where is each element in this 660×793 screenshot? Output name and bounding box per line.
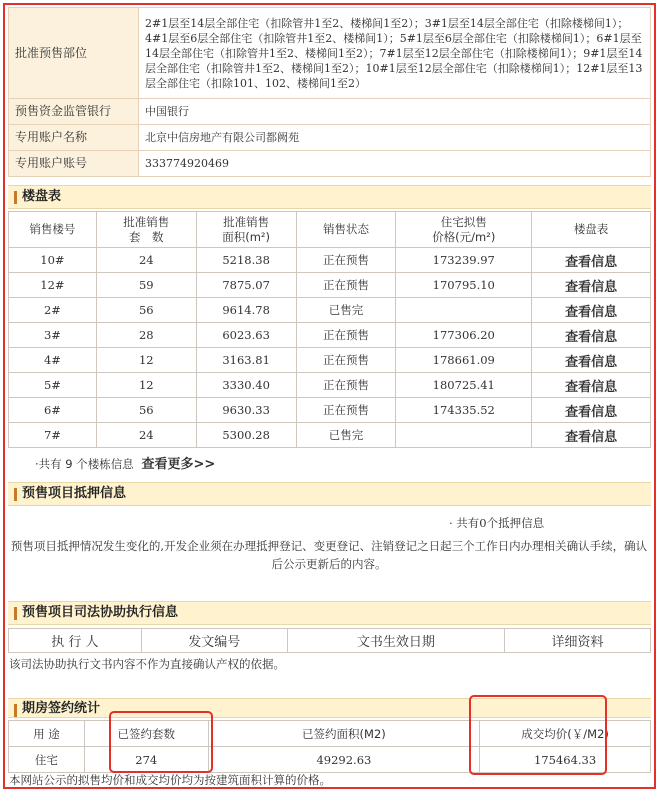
table-cell: 24 bbox=[96, 423, 196, 448]
table-cell: 已售完 bbox=[296, 298, 396, 323]
contracts-header-1: 已签约套数 bbox=[84, 721, 208, 747]
table-cell: 59 bbox=[96, 273, 196, 298]
section-judicial-title: 预售项目司法协助执行信息 bbox=[8, 601, 651, 625]
table-cell: 已售完 bbox=[296, 423, 396, 448]
table-cell: 178661.09 bbox=[396, 348, 532, 373]
table-cell: 正在预售 bbox=[296, 273, 396, 298]
view-more-link[interactable]: 查看更多>> bbox=[141, 457, 216, 472]
judicial-header-1: 发文编号 bbox=[141, 629, 287, 653]
table-row bbox=[9, 298, 651, 323]
view-info-link[interactable]: 查看信息 bbox=[532, 298, 651, 323]
contracts-header-3: 成交均价(￥/M2) bbox=[480, 721, 651, 747]
section-contracts-title: 期房签约统计 bbox=[8, 698, 651, 718]
table-cell: 9614.78 bbox=[196, 298, 296, 323]
buildings-header-2: 批准销售 面积(m²) bbox=[196, 212, 296, 248]
table-cell: 3163.81 bbox=[196, 348, 296, 373]
table-cell: 9630.33 bbox=[196, 398, 296, 423]
table-cell: 正在预售 bbox=[296, 248, 396, 273]
presale-area-value: 2#1层至14层全部住宅（扣除管井1至2、楼梯间1至2）；3#1层至14层全部住宅（扣除楼梯间1）；4#1层至6层全部住宅（扣除管井1至2、楼梯间1）；5#1层至6层全部住宅（扣除楼梯间1）；6#1层至14层全部住宅（扣除管井1至2、楼梯间1至2）；7#1层至12层全部住宅（扣除楼梯间1）；9#1层至14层全部住宅（扣除管井1至2、楼梯间1至2）；10#1层至12层全部住宅（扣除楼梯间1）；12#1层至13层全部住宅（扣除101、102、楼梯间1至2） bbox=[139, 8, 651, 99]
judicial-header-3: 详细资料 bbox=[505, 629, 651, 653]
contracts-header-2: 已签约面积(M2) bbox=[208, 721, 480, 747]
buildings-count: ·共有 9 个楼栋信息 bbox=[35, 457, 134, 471]
table-cell: 6# bbox=[9, 398, 97, 423]
contracts-header-0: 用 途 bbox=[9, 721, 85, 747]
table-cell: 正在预售 bbox=[296, 348, 396, 373]
view-info-link[interactable]: 查看信息 bbox=[532, 398, 651, 423]
table-cell: 3# bbox=[9, 323, 97, 348]
table-cell: 56 bbox=[96, 398, 196, 423]
table-row bbox=[9, 398, 651, 423]
avg-price-highlight bbox=[469, 695, 607, 775]
highlight-frame bbox=[3, 3, 656, 789]
view-info-link[interactable]: 查看信息 bbox=[532, 248, 651, 273]
table-cell: 12 bbox=[96, 348, 196, 373]
view-info-link[interactable]: 查看信息 bbox=[532, 323, 651, 348]
buildings-header-5: 楼盘表 bbox=[532, 212, 651, 248]
table-cell: 180725.41 bbox=[396, 373, 532, 398]
table-cell: 170795.10 bbox=[396, 273, 532, 298]
buildings-header-1: 批准销售 套 数 bbox=[96, 212, 196, 248]
contracts-cell-0: 住宅 bbox=[9, 747, 85, 773]
table-row bbox=[9, 248, 651, 273]
table-cell: 7# bbox=[9, 423, 97, 448]
table-cell: 56 bbox=[96, 298, 196, 323]
table-cell: 12 bbox=[96, 373, 196, 398]
table-cell: 10# bbox=[9, 248, 97, 273]
buildings-header-3: 销售状态 bbox=[296, 212, 396, 248]
mortgage-notice-line1: 预售项目抵押情况发生变化的,开发企业须在办理抵押登记、变更登记、注销登记之日起三个工作日内办理相关确认手续，确认 bbox=[10, 539, 648, 553]
table-row bbox=[9, 373, 651, 398]
table-cell: 174335.52 bbox=[396, 398, 532, 423]
table-cell: 5# bbox=[9, 373, 97, 398]
presale-area-label: 批准预售部位 bbox=[9, 8, 139, 99]
table-cell: 4# bbox=[9, 348, 97, 373]
table-row bbox=[9, 423, 651, 448]
table-cell: 28 bbox=[96, 323, 196, 348]
table-row bbox=[9, 348, 651, 373]
table-cell: 正在预售 bbox=[296, 373, 396, 398]
account-number-value: 333774920469 bbox=[139, 151, 651, 177]
table-cell: 正在预售 bbox=[296, 323, 396, 348]
signed-count-highlight bbox=[109, 711, 213, 773]
table-cell: 2# bbox=[9, 298, 97, 323]
table-cell: 7875.07 bbox=[196, 273, 296, 298]
judicial-note: 该司法协助执行文书内容不作为直接确认产权的依据。 bbox=[9, 657, 285, 671]
contracts-cell-1: 274 bbox=[84, 747, 208, 773]
table-cell: 177306.20 bbox=[396, 323, 532, 348]
view-info-link[interactable]: 查看信息 bbox=[532, 348, 651, 373]
table-row bbox=[9, 323, 651, 348]
judicial-header-0: 执 行 人 bbox=[9, 629, 142, 653]
bank-label: 预售资金监管银行 bbox=[9, 99, 139, 125]
contracts-cell-2: 49292.63 bbox=[208, 747, 480, 773]
buildings-header-0: 销售楼号 bbox=[9, 212, 97, 248]
table-cell: 24 bbox=[96, 248, 196, 273]
table-cell bbox=[396, 423, 532, 448]
table-cell: 正在预售 bbox=[296, 398, 396, 423]
bank-value: 中国银行 bbox=[139, 99, 651, 125]
view-info-link[interactable]: 查看信息 bbox=[532, 423, 651, 448]
judicial-header-2: 文书生效日期 bbox=[287, 629, 504, 653]
presale-info-table bbox=[8, 7, 651, 177]
table-cell: 3330.40 bbox=[196, 373, 296, 398]
buildings-table bbox=[8, 211, 651, 448]
table-cell: 5218.38 bbox=[196, 248, 296, 273]
section-buildings-title: 楼盘表 bbox=[8, 185, 651, 209]
mortgage-count: · 共有0个抵押信息 bbox=[449, 516, 545, 530]
account-name-label: 专用账户名称 bbox=[9, 125, 139, 151]
view-info-link[interactable]: 查看信息 bbox=[532, 373, 651, 398]
judicial-table bbox=[8, 628, 651, 653]
account-name-value: 北京中信房地产有限公司都阙苑 bbox=[139, 125, 651, 151]
table-row bbox=[9, 273, 651, 298]
buildings-header-4: 住宅拟售 价格(元/m²) bbox=[396, 212, 532, 248]
contracts-cell-3: 175464.33 bbox=[480, 747, 651, 773]
section-mortgage-title: 预售项目抵押信息 bbox=[8, 482, 651, 506]
contracts-note: 本网站公示的拟售均价和成交均价均为按建筑面积计算的价格。 bbox=[9, 773, 331, 787]
account-number-label: 专用账户账号 bbox=[9, 151, 139, 177]
table-cell: 173239.97 bbox=[396, 248, 532, 273]
table-cell: 12# bbox=[9, 273, 97, 298]
table-cell bbox=[396, 298, 532, 323]
mortgage-notice-line2: 后公示更新后的内容。 bbox=[271, 557, 387, 571]
table-cell: 6023.63 bbox=[196, 323, 296, 348]
view-info-link[interactable]: 查看信息 bbox=[532, 273, 651, 298]
table-cell: 5300.28 bbox=[196, 423, 296, 448]
